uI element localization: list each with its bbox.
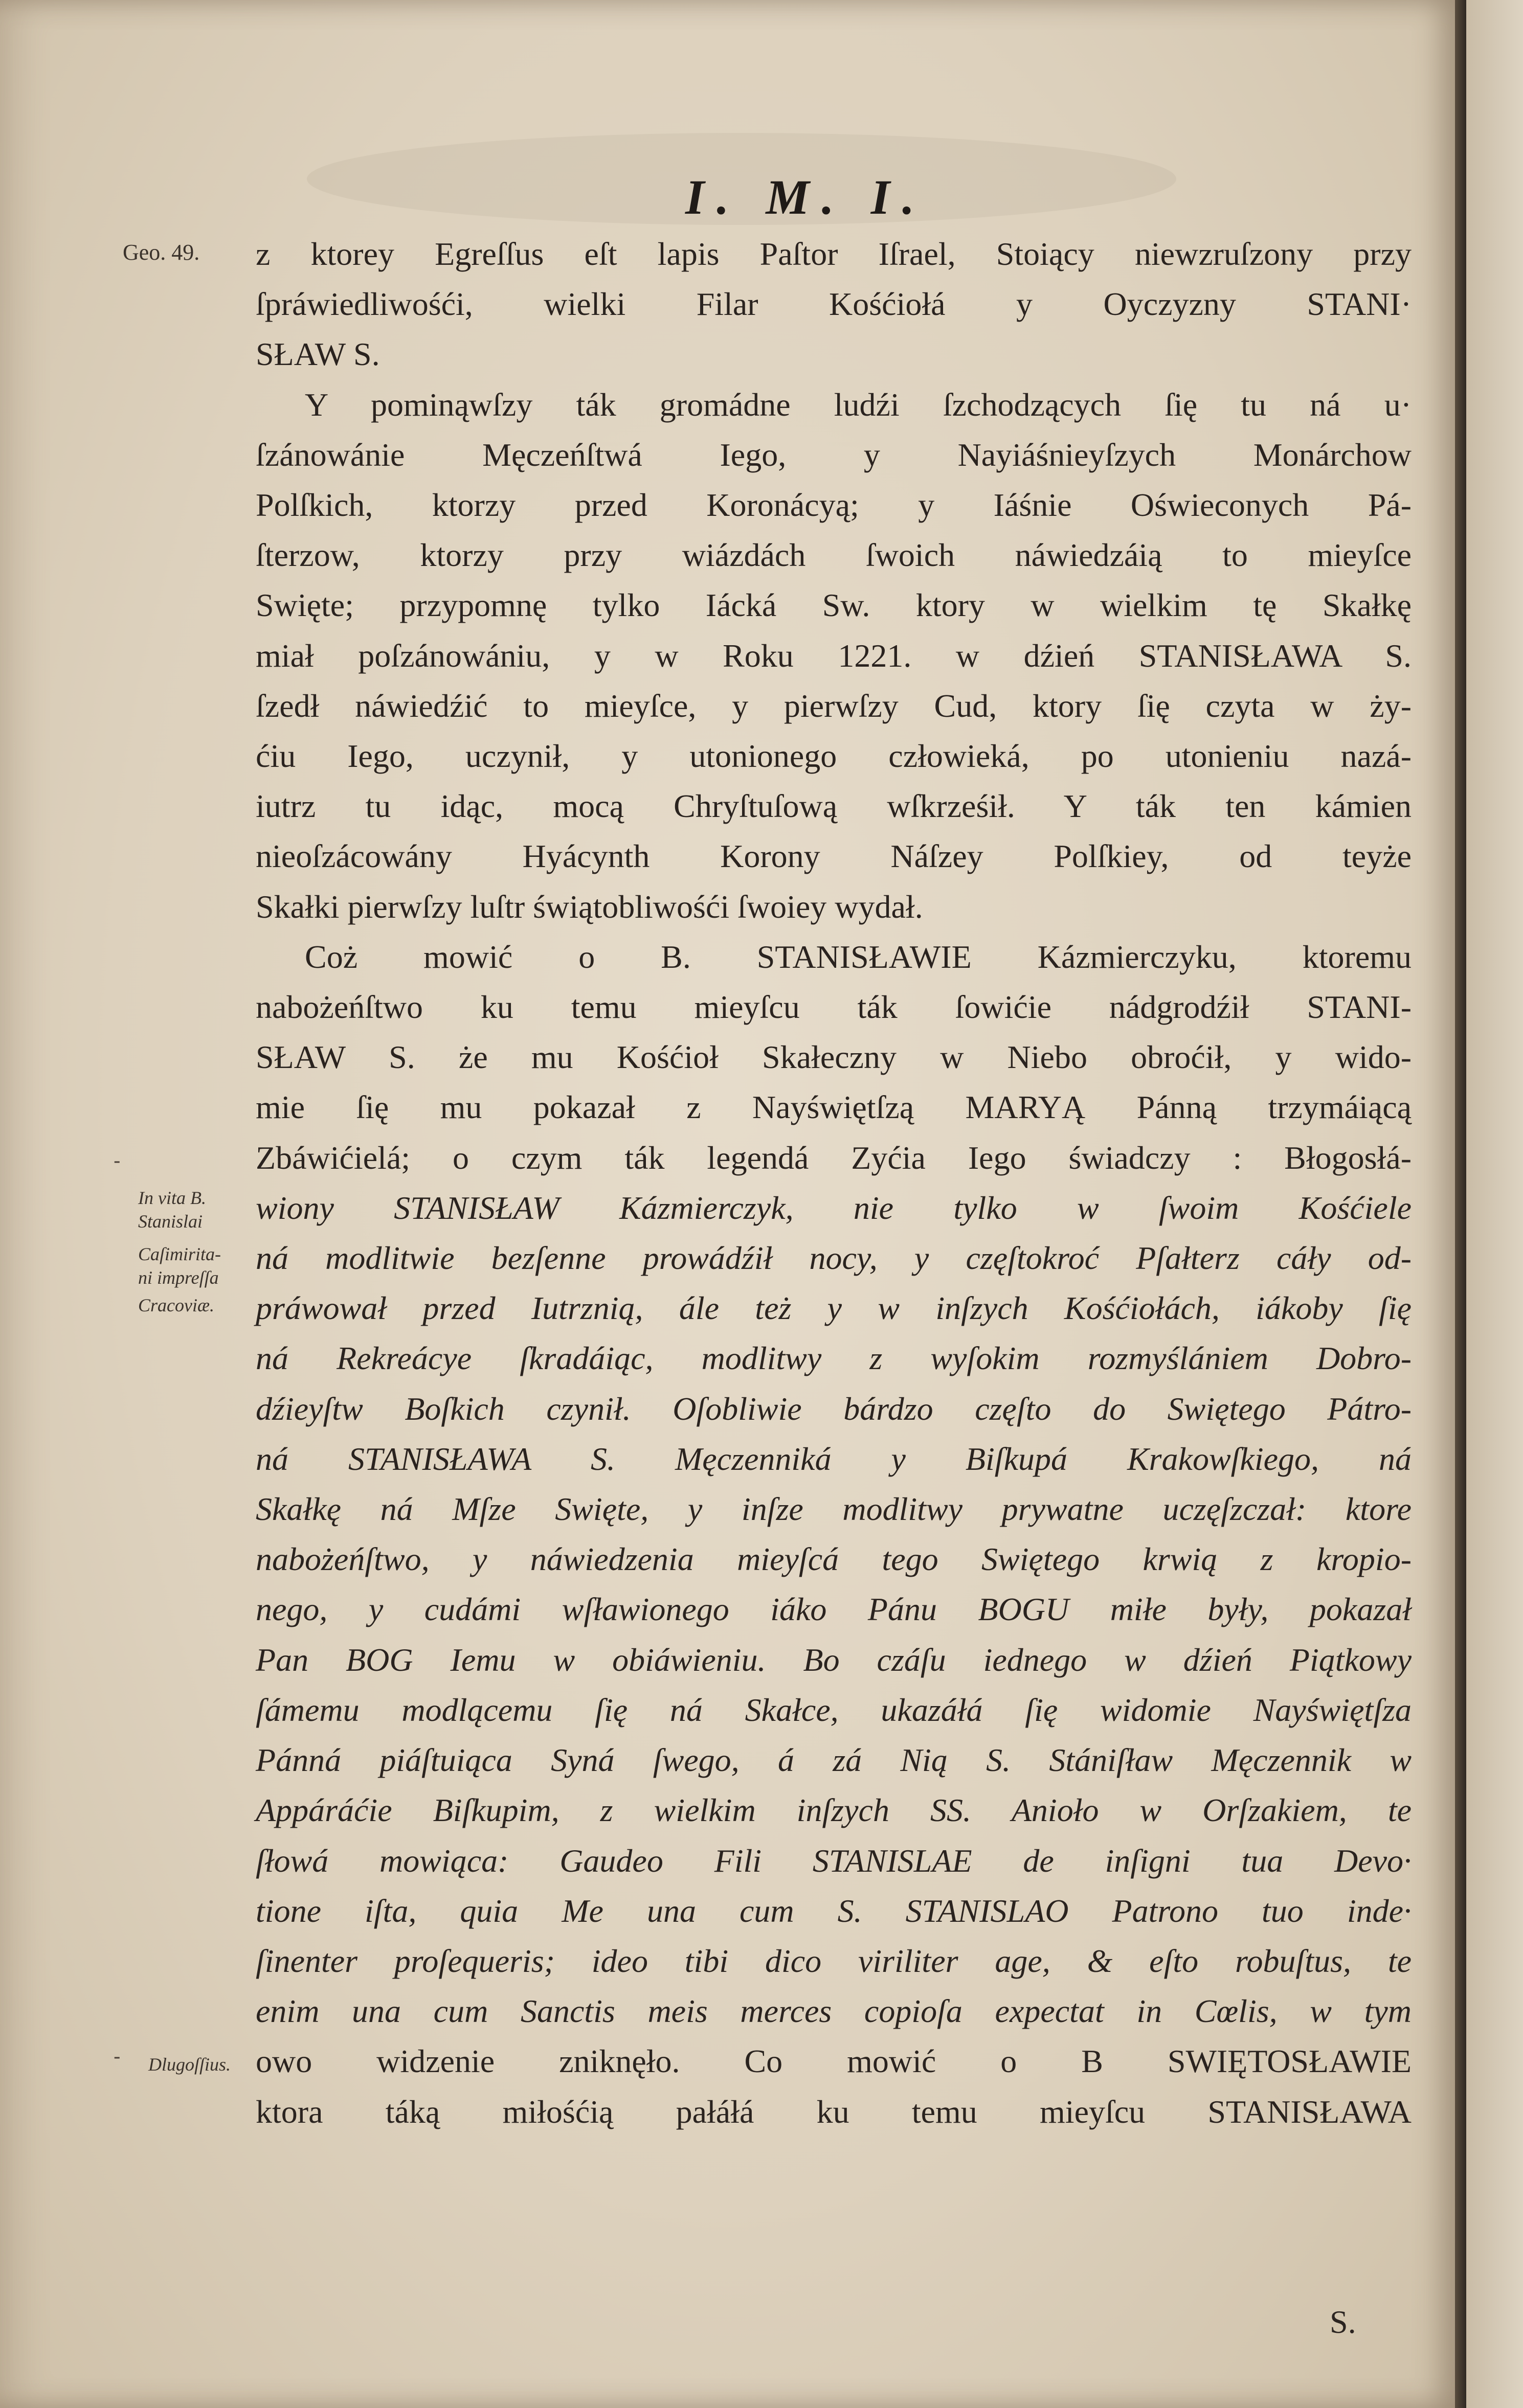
margin-note: Dlugoſſius. — [148, 2054, 231, 2075]
text-line: nieoſzácowány Hyácynth Korony Náſzey Polſkiey, od teyże — [256, 838, 1412, 875]
text-line-italic: nabożeńſtwo, y náwiedzenia mieyſcá tego Swiętego krwią z kropio- — [256, 1541, 1412, 1578]
body-text — [256, 229, 1412, 2137]
page-reference: Geo. 49. — [123, 240, 200, 265]
text-line: z ktorey Egreſſus eſt lapis Paſtor Iſrael, Stoiący niewzruſzony przy — [256, 236, 1412, 272]
text-line-italic: enim una cum Sanctis meis merces copioſa expectat in Cœlis, w tym — [256, 1993, 1412, 2030]
text-line: Swięte; przypomnę tylko Iácká Sw. ktory w wielkim tę Skałkę — [256, 587, 1412, 624]
text-line-italic: ná modlitwie bezſenne prowádźił nocy, y częſtokroć Pſałterz cáły od- — [256, 1240, 1412, 1277]
text-line-italic: ſłowá mowiąca: Gaudeo Fili STANISLAE de inſigni tua Devo· — [256, 1842, 1412, 1879]
text-line-italic: Pánná piáſtuiąca Syná ſwego, á zá Nią S. Stániſław Męczennik w — [256, 1742, 1412, 1779]
text-line: Y pominąwſzy ták gromádne ludźi ſzchodzących ſię tu ná u· — [305, 386, 1412, 423]
text-line-italic: nego, y cudámi wſławionego iáko Pánu BOGU miłe były, pokazał — [256, 1591, 1412, 1628]
text-line: owo widzenie zniknęło. Co mowić o B SWIĘTOSŁAWIE — [256, 2043, 1412, 2080]
margin-mark: - — [114, 2045, 121, 2069]
text-line-italic: ſinenter proſequeris; ideo tibi dico viriliter age, & eſto robuſtus, te — [256, 1942, 1412, 1979]
adjacent-page — [1466, 0, 1523, 2408]
catchword: S. — [1330, 2304, 1356, 2340]
margin-note: Cracoviæ. — [138, 1295, 214, 1315]
margin-note: Caſimirita- — [138, 1244, 221, 1264]
text-line-italic: tione iſta, quia Me una cum S. STANISLAO Patrono tuo inde· — [256, 1892, 1412, 1929]
text-line-italic: práwował przed Iutrznią, ále też y w inſzych Kośćiołách, iákoby ſię — [256, 1290, 1412, 1327]
text-line-italic: wiony STANISŁAW Kázmierczyk, nie tylko w ſwoim Kośćiele — [256, 1189, 1412, 1226]
text-line: Coż mowić o B. STANISŁAWIE Kázmierczyku, ktoremu — [305, 938, 1412, 975]
text-line: miał poſzánowániu, y w Roku 1221. w dźień STANISŁAWA S. — [256, 637, 1412, 674]
text-line: mie ſię mu pokazał z Nayświętſzą MARYĄ Pánną trzymáiącą — [256, 1089, 1412, 1126]
text-line-italic: Pan BOG Iemu w obiáwieniu. Bo czáſu iednego w dźień Piątkowy — [256, 1641, 1412, 1678]
book-gutter — [1455, 0, 1466, 2408]
text-line: SŁAW S. że mu Kośćioł Skałeczny w Niebo obroćił, y wido- — [256, 1039, 1412, 1076]
text-line: Skałki pierwſzy luſtr świątobliwośći ſwoiey wydał. — [256, 888, 923, 925]
text-line: ćiu Iego, uczynił, y utonionego człowieká, po utonieniu nazá- — [256, 738, 1412, 775]
text-line: ktora táką miłośćią pałáłá ku temu mieyſcu STANISŁAWA — [256, 2093, 1412, 2130]
text-line-italic: Skałkę ná Mſze Swięte, y inſze modlitwy prywatne uczęſzczał: ktore — [256, 1491, 1412, 1528]
text-line: Zbáwićielá; o czym ták legendá Zyćia Iego świadczy : Błogosłá- — [256, 1139, 1412, 1176]
text-line: ſterzow, ktorzy przy wiázdách ſwoich náwiedzáią to mieyſce — [256, 537, 1412, 574]
text-line: Polſkich, ktorzy przed Koronácyą; y Iáśnie Oświeconych Pá- — [256, 487, 1412, 524]
text-line: ſzedł náwiedźić to mieyſce, y pierwſzy Cud, ktory ſię czyta w ży- — [256, 687, 1412, 724]
running-head: I. M. I. — [685, 170, 927, 224]
margin-note: ni impreſſa — [138, 1267, 219, 1288]
text-line-italic: ſámemu modlącemu ſię ná Skałce, ukazáłá ſię widomie Nayświętſza — [256, 1691, 1412, 1728]
margin-note: Stanislai — [138, 1211, 203, 1232]
text-line-italic: Appáráćie Biſkupim, z wielkim inſzych SS. Anioło w Orſzakiem, te — [256, 1792, 1412, 1829]
margin-note: In vita B. — [138, 1188, 206, 1208]
margin-mark: - — [114, 1149, 121, 1173]
text-line: ſzánowánie Męczeńſtwá Iego, y Nayiáśnieyſzych Monárchow — [256, 436, 1412, 473]
text-line-italic: dźieyſtw Boſkich czynił. Oſobliwie bárdzo częſto do Swiętego Pátro- — [256, 1390, 1412, 1427]
text-line-italic: ná STANISŁAWA S. Męczenniká y Biſkupá Krakowſkiego, ná — [256, 1440, 1412, 1477]
text-line: iutrz tu idąc, mocą Chryſtuſową wſkrześił. Y ták ten kámien — [256, 788, 1412, 825]
text-line: nabożeńſtwo ku temu mieyſcu ták ſowićie nádgrodźił STANI- — [256, 989, 1412, 1026]
text-line-italic: ná Rekreácye ſkradáiąc, modlitwy z wyſokim rozmyślániem Dobro- — [256, 1340, 1412, 1377]
text-line: SŁAW S. — [256, 336, 380, 373]
text-line: ſpráwiedliwośći, wielki Filar Kośćiołá y Oyczyzny STANI· — [256, 286, 1412, 323]
